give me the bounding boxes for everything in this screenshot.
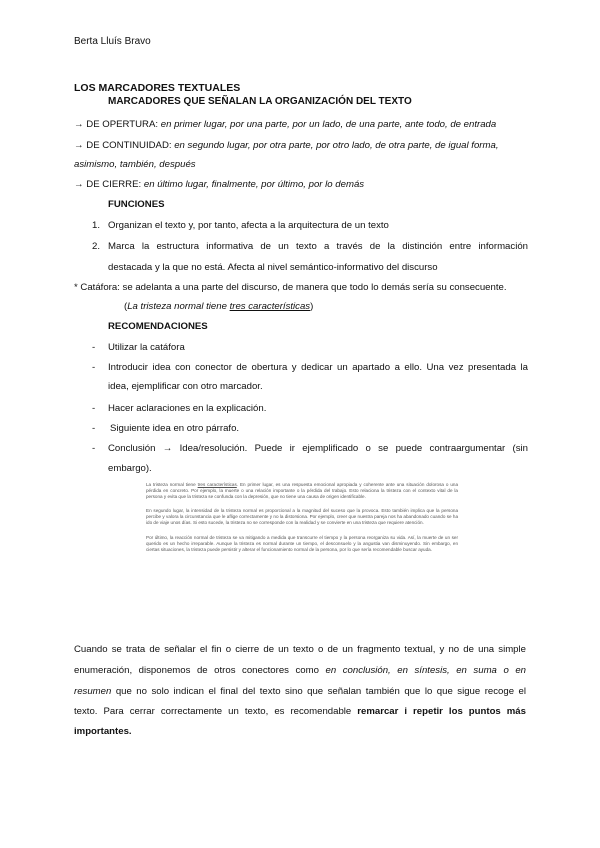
cataphora-definition: * Catáfora: se adelanta a una parte del discurso, de manera que todo lo demás sería su consecuente.	[74, 282, 507, 293]
example-paragraph-2: En segundo lugar, la intensidad de la tristeza normal es proporcional a la magnitud del suceso que la provoca. Esto también implica que la persona percibe y valora la circunstancia que le aflige correctamente y no la distorsiona. Por ejemplo, creer que nuestra pareja nos ha abandonado cuando se ha ido de viaje unos días. Si esto sucede, la tristeza no se corresponde con la realidad y se convierte en una tristeza que requiere atención.	[146, 508, 458, 526]
example-paragraph-3: Por último, la reacción normal de tristeza se va mitigando a medida que transcurre el tiempo y la persona reorganiza su vida. Así, la muerte de un ser querido es un hecho irreparable. Aunque la tristeza es normal durante un tiempo, el desconsuelo y la angustia van disminuyendo. Sin embargo, en ciertas situaciones, la tristeza puede persistir y alterar el funcionamiento normal de la persona, por lo que sería recomendable buscar ayuda.	[146, 534, 458, 552]
closure-markers-line	[74, 179, 364, 190]
continuity-markers-line	[74, 140, 498, 151]
closing-emphasis: remarcar i repetir los puntos más	[357, 706, 526, 717]
example-p1-start: La tristeza normal tiene	[146, 482, 198, 487]
recommendation-item-continued: embargo).	[108, 463, 152, 474]
closing-line-3-rest: que no solo indican el final del texto sino que señalan también que lo que sigue recoge el	[111, 686, 526, 697]
closing-line-2	[74, 665, 526, 676]
closing-connector-resumen: resumen	[74, 686, 112, 697]
function-item: Organizan el texto y, por tanto, afecta a la arquitectura de un texto	[108, 220, 389, 231]
bullet-dash: -	[92, 443, 96, 454]
closure-examples: en último lugar, finalmente, por último, por lo demás	[143, 179, 365, 190]
example-text-image	[146, 482, 458, 618]
continuity-examples: en segundo lugar, por otra parte, por otro lado, de otra parte, de igual forma,	[174, 140, 499, 151]
paren-close: )	[310, 301, 314, 312]
example-paragraph-1	[146, 482, 458, 500]
opening-examples: en primer lugar, por una parte, por un lado, de una parte, ante todo, de entrada	[160, 119, 497, 130]
arrow-icon: →	[74, 119, 84, 130]
closing-period: .	[128, 726, 132, 737]
arrow-icon: →	[74, 140, 84, 151]
continuity-examples-continued: asimismo, también, después	[74, 159, 196, 170]
continuity-label: DE CONTINUIDAD:	[86, 140, 172, 151]
example-p1-rest: . En primer lugar, es una respuesta emocional apropiada y coherente ante una situación dolorosa o una pérdida en concreto. Por ejemplo, la muerte o una relación importante o la pérdida del trabajo. Esto relaciona la tristeza con el contexto vital de la persona y evita que la tristeza se confunda con la depresión, que no tiene una causa de origen identificable.	[146, 482, 458, 500]
function-number: 1.	[92, 220, 101, 231]
recommendation-item-continued: idea, ejemplificar con otro marcador.	[108, 381, 263, 392]
paren-open: (	[124, 301, 128, 312]
recommendation-item: Hacer aclaraciones en la explicación.	[108, 403, 267, 414]
recommendation-item: Introducir idea con conector de obertura y dedicar un apartado a ello. Una vez presentada la	[108, 362, 528, 373]
closure-label: DE CIERRE:	[86, 179, 142, 190]
document-title: LOS MARCADORES TEXTUALES	[74, 82, 241, 94]
continuity-markers-line-2	[74, 159, 196, 170]
author-name: Berta Lluís Bravo	[74, 36, 151, 47]
closing-line-3	[74, 686, 526, 697]
example-p1-underlined: tres características	[197, 482, 237, 487]
arrow-icon: →	[74, 179, 84, 190]
closing-line-4	[74, 706, 526, 717]
opening-label: DE OPERTURA:	[86, 119, 159, 130]
function-item: Marca la estructura informativa de un texto a través de la distinción entre información	[108, 241, 528, 252]
closing-emphasis-end: importantes	[74, 726, 129, 737]
cataphora-example-underlined: tres características	[229, 301, 311, 312]
recommendation-item: Conclusión → Idea/resolución. Puede ir ejemplificado o se puede contraargumentar (sin	[108, 443, 528, 454]
recommendation-item: Utilizar la catáfora	[108, 342, 185, 353]
recommendation-item: Siguiente idea en otro párrafo.	[110, 423, 240, 434]
closing-line-1: Cuando se trata de señalar el fin o cierre de un texto o de un fragmento textual, y no de una simple	[74, 644, 526, 655]
bullet-dash: -	[92, 403, 96, 414]
bullet-dash: -	[92, 342, 96, 353]
bullet-dash: -	[92, 362, 96, 373]
functions-heading: FUNCIONES	[108, 199, 165, 210]
closing-line-4-start: texto. Para cerrar correctamente un texto, es recomendable	[74, 706, 358, 717]
section-subtitle: MARCADORES QUE SEÑALAN LA ORGANIZACIÓN DEL TEXTO	[108, 96, 412, 107]
closing-line-5	[74, 726, 526, 737]
recommendations-heading: RECOMENDACIONES	[108, 321, 208, 332]
function-number: 2.	[92, 241, 101, 252]
closing-line-2-start: enumeración, disponemos de otros conectores como	[74, 665, 326, 676]
opening-markers-line	[74, 119, 496, 130]
bullet-dash: -	[92, 423, 96, 434]
cataphora-example-text: La tristeza normal tiene	[127, 301, 230, 312]
function-item-continued: destacada y la que no está. Afecta al nivel semántico-informativo del discurso	[108, 262, 438, 273]
closing-connectors: en conclusión, en síntesis, en suma o en	[325, 665, 526, 676]
cataphora-example	[124, 301, 313, 312]
